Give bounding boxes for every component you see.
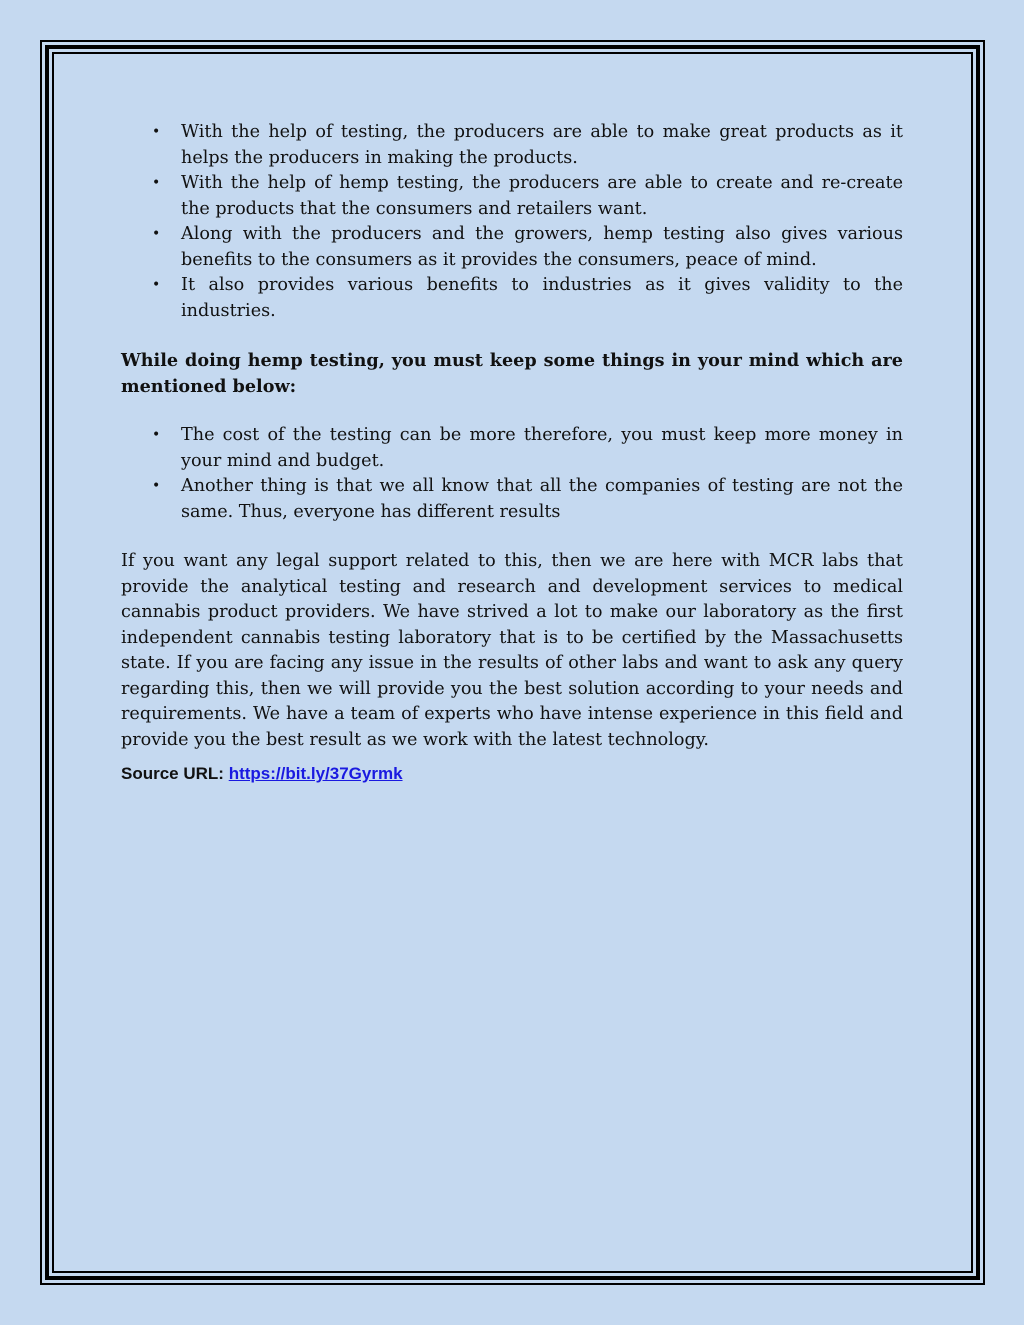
benefits-list: [121, 120, 903, 324]
list-item: • The cost of the testing can be more therefore, you must keep more money in your mind and budget.: [181, 423, 903, 474]
source-label: Source URL:: [121, 764, 224, 783]
list-item: • With the help of hemp testing, the producers are able to create and re-create the products that the consumers and retailers want.: [181, 171, 903, 222]
considerations-list: [121, 423, 903, 525]
body-paragraph: If you want any legal support related to this, then we are here with MCR labs that provide the analytical testing and research and development services to medical cannabis product providers. We have strived a lot to make our laboratory as the first independent cannabis testing laboratory that is to be certified by the Massachusetts state. If you are facing any issue in the results of other labs and want to ask any query regarding this, then we will provide you the best solution according to your needs and requirements. We have a team of experts who have intense experience in this field and provide you the best result as we work with the latest technology.: [121, 551, 903, 750]
list-item: • Along with the producers and the growers, hemp testing also gives various benefits to the consumers as it provides the consumers, peace of mind.: [181, 222, 903, 273]
list-item: • Another thing is that we all know that all the companies of testing are not the same. Thus, everyone has different results: [181, 474, 903, 525]
document-body: [121, 120, 903, 787]
source-link[interactable]: https://bit.ly/37Gyrmk: [228, 764, 403, 783]
section-heading: While doing hemp testing, you must keep some things in your mind which are mentioned below:: [121, 350, 903, 397]
list-item: • It also provides various benefits to industries as it gives validity to the industries.: [181, 273, 903, 324]
source-line: [121, 761, 903, 787]
list-item: • With the help of testing, the producers are able to make great products as it helps the producers in making the products.: [181, 120, 903, 171]
